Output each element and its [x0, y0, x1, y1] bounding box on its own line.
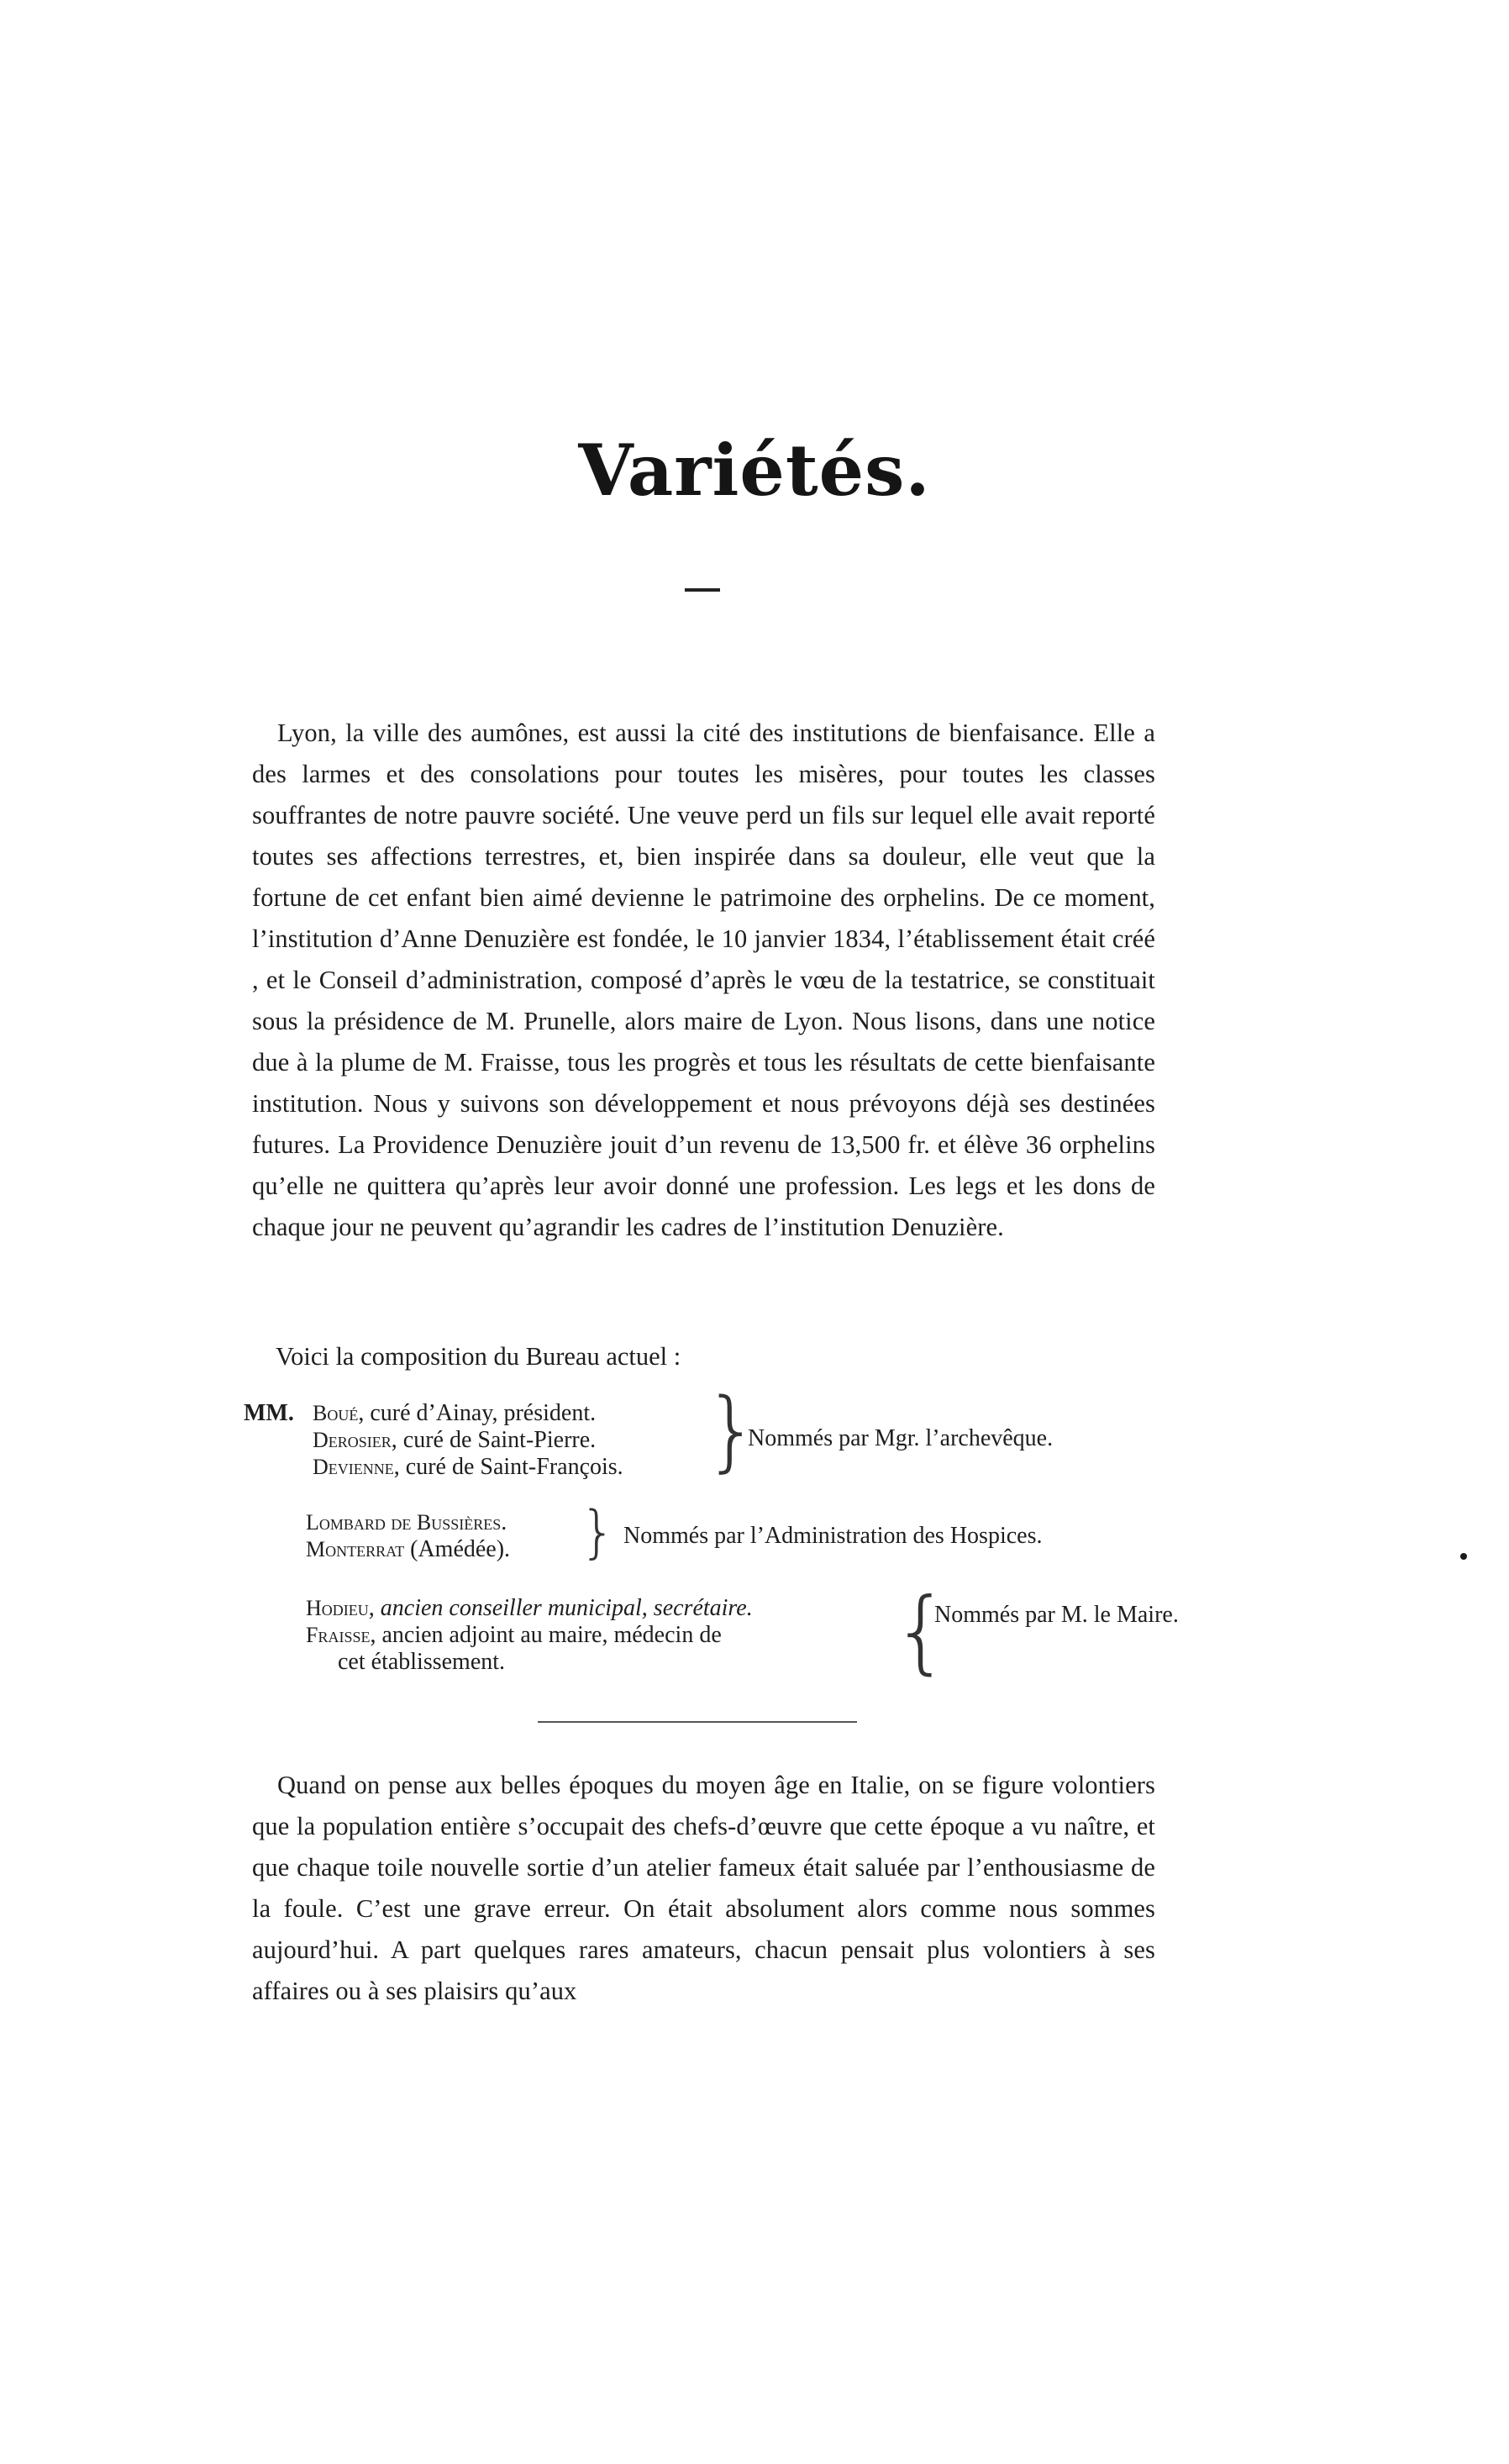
member-role: , ancien conseiller municipal, secrétaire.: [368, 1595, 753, 1621]
group-note-hospices: Nommés par l’Administration des Hospices.: [623, 1523, 1043, 1549]
member-name: Devienne: [313, 1455, 394, 1479]
member-role: (Amédée).: [404, 1536, 511, 1562]
bureau-group-hospices: [306, 1509, 510, 1563]
margin-dot: [1460, 1553, 1467, 1560]
member-row: [306, 1622, 753, 1649]
member-row: [306, 1536, 510, 1563]
member-row: [306, 1649, 753, 1676]
member-name: Hodieu: [306, 1596, 369, 1620]
member-name: Derosier: [313, 1428, 392, 1452]
right-brace-icon: }: [580, 1499, 617, 1566]
member-row: [313, 1400, 623, 1427]
member-role: , curé de Saint-François.: [393, 1454, 623, 1480]
member-role: , curé d’Ainay, président.: [358, 1400, 597, 1426]
member-name: Fraisse: [306, 1623, 371, 1647]
member-row: [313, 1427, 623, 1454]
paragraph-denuziere: Lyon, la ville des aumônes, est aussi la cité des institutions de bienfaisance. Elle a des larmes et des consolations pour toutes les misères, pour toutes les classes souffrantes de notre pauvre société. Une veuve perd un fils sur lequel elle avait reporté toutes ses affections terrestres, et, bien inspirée dans sa douleur, elle veut que la fortune de cet enfant bien aimé devienne le patrimoine des orphelins. De ce moment, l’institution d’Anne Denuzière est fondée, le 10 janvier 1834, l’établissement était créé , et le Conseil d’administration, composé d’après le vœu de la testatrice, se constituait sous la présidence de M. Prunelle, alors maire de Lyon. Nous lisons, dans une notice due à la plume de M. Fraisse, tous les progrès et tous les résultats de cette bienfaisante institution. Nous y suivons son développement et nous prévoyons déjà ses destinées futures. La Providence Denuzière jouit d’un revenu de 13,500 fr. et élève 36 orphelins qu’elle ne quittera qu’après leur avoir donné une profession. Les legs et les dons de chaque jour ne peuvent qu’agrandir les cadres de l’institution Denuzière.: [252, 719, 1155, 1241]
bureau-intro: Voici la composition du Bureau actuel :: [276, 1342, 681, 1371]
member-role: , ancien adjoint au maire, médecin de: [370, 1622, 722, 1648]
left-brace-icon: {: [892, 1579, 950, 1684]
section-separator: [538, 1721, 857, 1723]
bureau-group-clergy: [313, 1400, 623, 1481]
member-role: cet établissement.: [338, 1649, 506, 1675]
title-underline-rule: [685, 588, 720, 592]
member-role: , curé de Saint-Pierre.: [391, 1427, 597, 1453]
member-name: Boué: [313, 1401, 359, 1425]
member-row: [313, 1454, 623, 1481]
bureau-prefix: MM.: [244, 1400, 294, 1426]
member-row: [306, 1509, 510, 1536]
member-name: Lombard de Bussières: [306, 1510, 502, 1535]
paragraph-italie: Quand on pense aux belles époques du moyen âge en Italie, on se figure volontiers que la population entière s’occupait des chefs-d’œuvre que cette époque a vu naître, et que chaque toile nouvelle sortie d’un atelier fameux était saluée par l’enthousiasme de la foule. C’est une grave erreur. On était absolument alors comme nous sommes aujourd’hui. A part quelques rares amateurs, chacun pensait plus volontiers à ses affaires ou à ses plaisirs qu’aux: [252, 1771, 1155, 2005]
member-row: [306, 1595, 753, 1622]
bureau-group-maire: [306, 1595, 753, 1676]
group-note-maire: Nommés par M. le Maire.: [934, 1602, 1179, 1628]
right-brace-icon: }: [704, 1379, 760, 1482]
member-role: .: [501, 1509, 507, 1535]
member-name: Monterrat: [306, 1537, 405, 1561]
section-title: Variétés.: [578, 429, 931, 512]
group-note-archeveque: Nommés par Mgr. l’archevêque.: [748, 1425, 1054, 1451]
